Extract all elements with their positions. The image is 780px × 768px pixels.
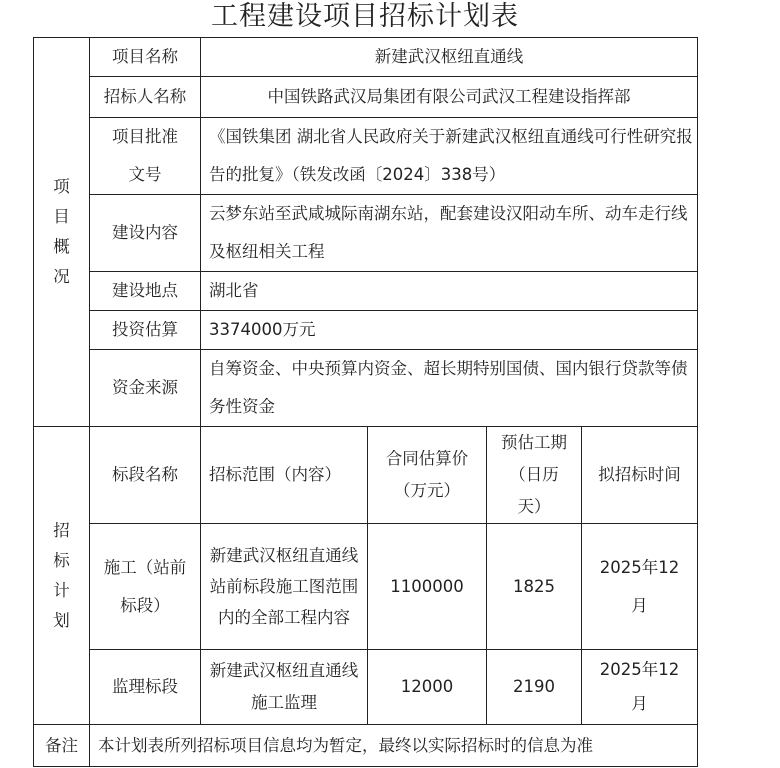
section-label-overview: 项目概况 xyxy=(34,38,90,427)
table-row xyxy=(34,272,698,311)
table-header-row xyxy=(34,427,698,524)
column-header: 标段名称 xyxy=(90,427,201,524)
section-label-plan: 招标计划 xyxy=(34,427,90,725)
column-header: 预估工期（日历天） xyxy=(487,427,582,524)
row-value: 新建武汉枢纽直通线 xyxy=(201,38,698,77)
column-header: 拟招标时间 xyxy=(582,427,698,524)
row-label: 招标人名称 xyxy=(90,77,201,118)
remark-label: 备注 xyxy=(34,725,90,767)
row-label: 建设内容 xyxy=(90,195,201,272)
row-value: 湖北省 xyxy=(201,272,698,311)
row-value: 中国铁路武汉局集团有限公司武汉工程建设指挥部 xyxy=(201,77,698,118)
table-row xyxy=(34,118,698,195)
row-label: 项目批准文号 xyxy=(90,118,201,195)
cell-contract-price: 1100000 xyxy=(368,524,487,650)
cell-section-name: 监理标段 xyxy=(90,650,201,725)
row-label: 建设地点 xyxy=(90,272,201,311)
table-row xyxy=(34,195,698,272)
cell-bid-time: 2025年12月 xyxy=(582,524,698,650)
table-row xyxy=(34,311,698,350)
cell-scope: 新建武汉枢纽直通线施工监理 xyxy=(201,650,368,725)
cell-duration: 2190 xyxy=(487,650,582,725)
cell-bid-time: 2025年12月 xyxy=(582,650,698,725)
column-header: 合同估算价（万元） xyxy=(368,427,487,524)
remark-value: 本计划表所列招标项目信息均为暂定，最终以实际招标时的信息为准 xyxy=(90,725,698,767)
cell-section-name: 施工（站前标段） xyxy=(90,524,201,650)
cell-scope: 新建武汉枢纽直通线站前标段施工图范围内的全部工程内容 xyxy=(201,524,368,650)
table-row xyxy=(34,650,698,725)
row-label: 投资估算 xyxy=(90,311,201,350)
bidding-plan-table xyxy=(33,37,698,767)
page-title: 工程建设项目招标计划表 xyxy=(211,1,519,32)
row-label: 项目名称 xyxy=(90,38,201,77)
row-value: 云梦东站至武咸城际南湖东站，配套建设汉阳动车所、动车走行线及枢纽相关工程 xyxy=(201,195,698,272)
table-row xyxy=(34,77,698,118)
row-value: 自筹资金、中央预算内资金、超长期特别国债、国内银行贷款等债务性资金 xyxy=(201,350,698,427)
row-label: 资金来源 xyxy=(90,350,201,427)
table-row xyxy=(34,524,698,650)
row-value: 《国铁集团 湖北省人民政府关于新建武汉枢纽直通线可行性研究报告的批复》（铁发改函〔2024〕338号） xyxy=(201,118,698,195)
table-row xyxy=(34,725,698,767)
row-value: 3374000万元 xyxy=(201,311,698,350)
cell-contract-price: 12000 xyxy=(368,650,487,725)
table-row xyxy=(34,350,698,427)
cell-duration: 1825 xyxy=(487,524,582,650)
column-header: 招标范围（内容） xyxy=(201,427,368,524)
table-row xyxy=(34,38,698,77)
